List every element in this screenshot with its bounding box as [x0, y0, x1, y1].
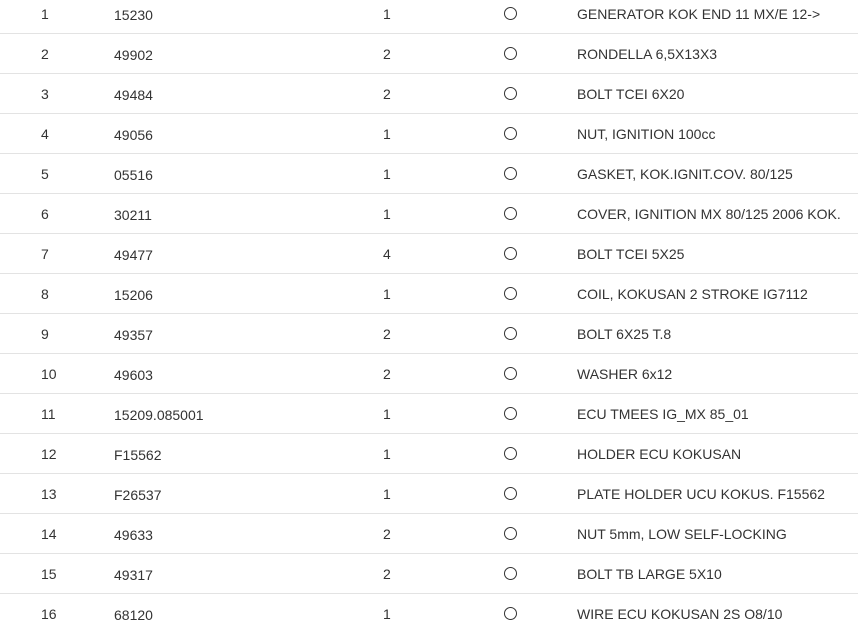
table-row: [0, 554, 858, 594]
position-number: 15: [41, 566, 57, 582]
radio-circle-icon[interactable]: [504, 367, 517, 380]
position-number: 4: [41, 126, 49, 142]
quantity: 1: [383, 486, 391, 502]
select-part-radio[interactable]: [504, 207, 518, 221]
table-row: [0, 154, 858, 194]
radio-circle-icon[interactable]: [504, 7, 517, 20]
part-description: COIL, KOKUSAN 2 STROKE IG7112: [577, 286, 808, 302]
table-row: [0, 474, 858, 514]
position-number: 1: [41, 6, 49, 22]
part-code: 49902: [114, 47, 153, 63]
part-description: WASHER 6x12: [577, 366, 673, 382]
part-description: BOLT 6X25 T.8: [577, 326, 672, 342]
select-part-radio[interactable]: [504, 167, 518, 181]
quantity: 1: [383, 126, 391, 142]
select-part-radio[interactable]: [504, 327, 518, 341]
position-number: 11: [41, 406, 56, 422]
quantity: 1: [383, 286, 391, 302]
quantity: 2: [383, 366, 391, 382]
table-row: [0, 0, 858, 34]
table-row: [0, 194, 858, 234]
quantity: 1: [383, 446, 391, 462]
quantity: 1: [383, 206, 391, 222]
quantity: 2: [383, 86, 391, 102]
quantity: 1: [383, 6, 391, 22]
position-number: 12: [41, 446, 57, 462]
table-row: [0, 274, 858, 314]
position-number: 2: [41, 46, 49, 62]
part-description: WIRE ECU KOKUSAN 2S O8/10: [577, 606, 783, 622]
quantity: 1: [383, 166, 391, 182]
part-code: 49357: [114, 327, 153, 343]
part-code: 49477: [114, 247, 153, 263]
quantity: 2: [383, 566, 391, 582]
radio-circle-icon[interactable]: [504, 607, 517, 620]
part-description: PLATE HOLDER UCU KOKUS. F15562: [577, 486, 825, 502]
select-part-radio[interactable]: [504, 567, 518, 581]
position-number: 3: [41, 86, 49, 102]
quantity: 2: [383, 46, 391, 62]
select-part-radio[interactable]: [504, 7, 518, 21]
table-row: [0, 354, 858, 394]
radio-circle-icon[interactable]: [504, 207, 517, 220]
position-number: 10: [41, 366, 57, 382]
position-number: 6: [41, 206, 49, 222]
part-code: F26537: [114, 487, 162, 503]
part-code: 05516: [114, 167, 153, 183]
table-row: [0, 434, 858, 474]
position-number: 7: [41, 246, 49, 262]
radio-circle-icon[interactable]: [504, 487, 517, 500]
radio-circle-icon[interactable]: [504, 47, 517, 60]
part-description: GASKET, KOK.IGNIT.COV. 80/125: [577, 166, 793, 182]
table-row: [0, 314, 858, 354]
position-number: 5: [41, 166, 49, 182]
radio-circle-icon[interactable]: [504, 127, 517, 140]
radio-circle-icon[interactable]: [504, 287, 517, 300]
select-part-radio[interactable]: [504, 247, 518, 261]
radio-circle-icon[interactable]: [504, 87, 517, 100]
radio-circle-icon[interactable]: [504, 527, 517, 540]
radio-circle-icon[interactable]: [504, 167, 517, 180]
quantity: 4: [383, 246, 391, 262]
table-row: [0, 74, 858, 114]
part-description: HOLDER ECU KOKUSAN: [577, 446, 742, 462]
quantity: 2: [383, 526, 391, 542]
part-code: 15230: [114, 7, 153, 23]
select-part-radio[interactable]: [504, 47, 518, 61]
select-part-radio[interactable]: [504, 287, 518, 301]
radio-circle-icon[interactable]: [504, 327, 517, 340]
part-description: GENERATOR KOK END 11 MX/E 12->: [577, 6, 821, 22]
select-part-radio[interactable]: [504, 87, 518, 101]
select-part-radio[interactable]: [504, 367, 518, 381]
table-row: [0, 114, 858, 154]
position-number: 14: [41, 526, 57, 542]
table-row: [0, 514, 858, 554]
select-part-radio[interactable]: [504, 607, 518, 621]
part-description: BOLT TB LARGE 5X10: [577, 566, 722, 582]
quantity: 2: [383, 326, 391, 342]
position-number: 9: [41, 326, 49, 342]
select-part-radio[interactable]: [504, 487, 518, 501]
part-description: BOLT TCEI 6X20: [577, 86, 685, 102]
part-code: 15209.085001: [114, 407, 204, 423]
part-description: RONDELLA 6,5X13X3: [577, 46, 718, 62]
part-code: 49633: [114, 527, 153, 543]
select-part-radio[interactable]: [504, 447, 518, 461]
part-code: 49317: [114, 567, 153, 583]
table-row: [0, 394, 858, 434]
part-description: NUT 5mm, LOW SELF-LOCKING: [577, 526, 787, 542]
select-part-radio[interactable]: [504, 527, 518, 541]
part-code: 49484: [114, 87, 153, 103]
quantity: 1: [383, 406, 391, 422]
select-part-radio[interactable]: [504, 127, 518, 141]
part-description: ECU TMEES IG_MX 85_01: [577, 406, 749, 422]
radio-circle-icon[interactable]: [504, 247, 517, 260]
position-number: 8: [41, 286, 49, 302]
select-part-radio[interactable]: [504, 407, 518, 421]
quantity: 1: [383, 606, 391, 622]
position-number: 13: [41, 486, 57, 502]
part-code: 30211: [114, 207, 152, 223]
table-row: [0, 234, 858, 274]
radio-circle-icon[interactable]: [504, 447, 517, 460]
part-code: 49056: [114, 127, 153, 143]
radio-circle-icon[interactable]: [504, 407, 517, 420]
part-code: 15206: [114, 287, 153, 303]
part-description: NUT, IGNITION 100cc: [577, 126, 716, 142]
part-description: BOLT TCEI 5X25: [577, 246, 685, 262]
radio-circle-icon[interactable]: [504, 567, 517, 580]
table-row: [0, 34, 858, 74]
table-row: [0, 594, 858, 633]
part-code: 68120: [114, 607, 153, 623]
part-code: F15562: [114, 447, 162, 463]
position-number: 16: [41, 606, 57, 622]
part-code: 49603: [114, 367, 153, 383]
part-description: COVER, IGNITION MX 80/125 2006 KOK.: [577, 206, 841, 222]
